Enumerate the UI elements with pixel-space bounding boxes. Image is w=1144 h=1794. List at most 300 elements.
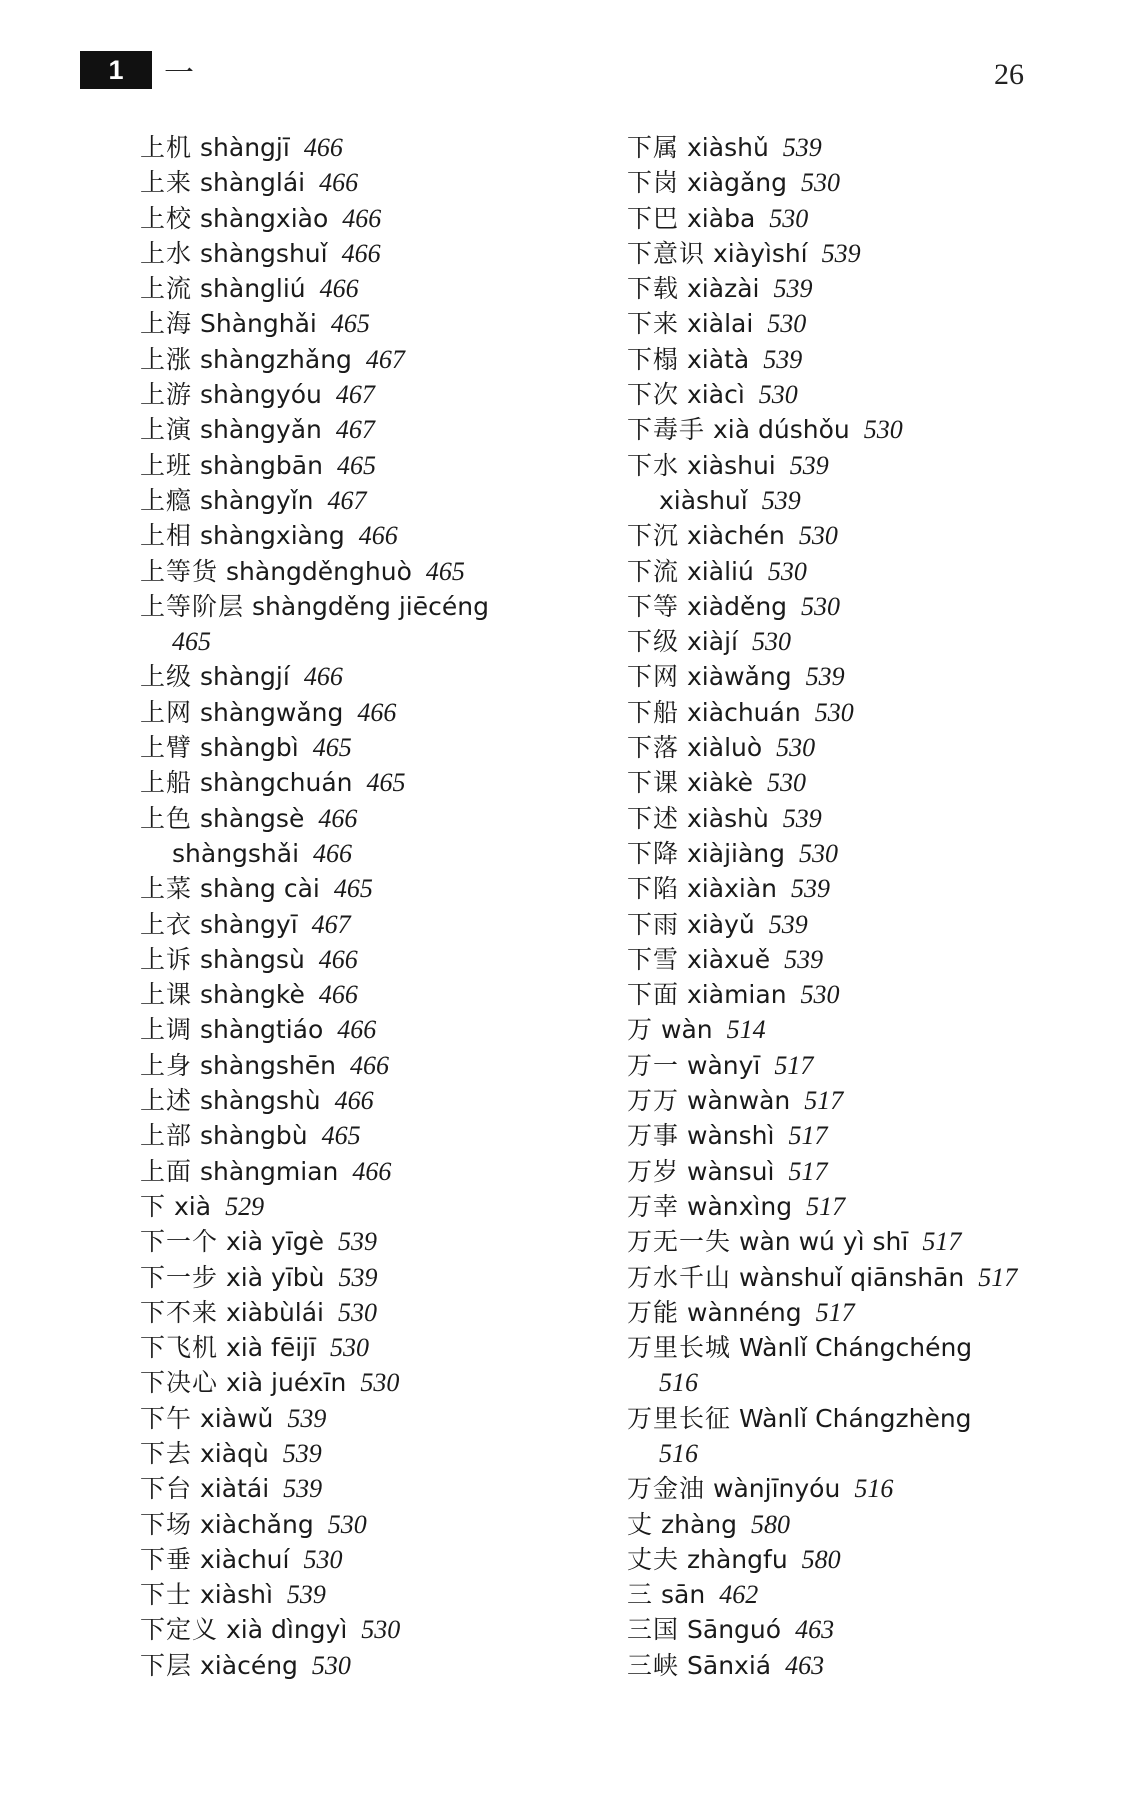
dictionary-entry <box>627 1507 1107 1542</box>
entry-pinyin: xiàshǔ <box>687 133 769 162</box>
entry-page-ref: 466 <box>350 1050 390 1080</box>
dictionary-entry <box>627 589 1107 624</box>
entry-hanzi: 上网 <box>140 697 193 727</box>
entry-page-ref: 539 <box>782 803 822 833</box>
entry-pinyin: wànyī <box>687 1050 761 1080</box>
entry-page-ref: 466 <box>337 1015 377 1045</box>
dictionary-entry <box>627 306 1107 341</box>
entry-page-ref: 463 <box>795 1615 835 1645</box>
dictionary-entry <box>140 659 620 694</box>
entry-page-ref: 463 <box>785 1650 825 1680</box>
entry-hanzi: 上身 <box>140 1050 193 1080</box>
entry-pinyin: shàngshuǐ <box>200 238 328 268</box>
entry-pinyin: xiàzài <box>687 274 760 304</box>
entry-pinyin: xià juéxīn <box>226 1368 347 1398</box>
entry-pinyin: zhàngfu <box>687 1544 788 1574</box>
entry-page-ref: 530 <box>361 1615 401 1645</box>
entry-page-ref: 530 <box>327 1509 367 1539</box>
dictionary-entry <box>140 1577 620 1612</box>
entry-hanzi: 下巴 <box>627 203 680 233</box>
entry-page-ref: 517 <box>806 1191 846 1221</box>
entry-pinyin: xiàbùlái <box>226 1297 325 1327</box>
dictionary-entry <box>140 342 620 377</box>
entry-pinyin: xiàděng <box>687 591 788 621</box>
dictionary-entry <box>140 1471 620 1506</box>
dictionary-entry <box>627 1260 1107 1295</box>
entry-pinyin: xiàchǎng <box>200 1509 314 1539</box>
entry-hanzi: 上级 <box>140 662 193 692</box>
dictionary-entry <box>627 483 1107 518</box>
entry-pinyin: shàngmian <box>200 1156 339 1186</box>
entry-hanzi: 上面 <box>140 1156 193 1186</box>
entry-page-ref: 467 <box>335 415 375 445</box>
dictionary-entry <box>140 871 620 906</box>
entry-page-ref: 530 <box>758 380 798 410</box>
entry-pinyin: Wànlǐ Chángchéng <box>739 1333 973 1363</box>
entry-page-ref: 539 <box>821 238 861 268</box>
entry-hanzi: 上校 <box>140 203 193 233</box>
entry-pinyin: xiàcéng <box>200 1650 298 1680</box>
entry-page-ref: 466 <box>318 980 358 1010</box>
entry-pinyin: xiàshui <box>687 450 776 480</box>
entry-page-ref: 467 <box>365 344 405 374</box>
entry-pinyin: shàngzhǎng <box>200 344 352 374</box>
entry-page-ref: 466 <box>318 803 358 833</box>
entry-pinyin: xiàyìshí <box>713 238 808 268</box>
dictionary-entry <box>140 1295 620 1330</box>
dictionary-entry <box>140 412 620 447</box>
entry-hanzi: 下陷 <box>627 874 680 904</box>
entry-pinyin: xiàwǎng <box>687 662 792 692</box>
entry-page-ref: 539 <box>283 1474 323 1504</box>
entry-page-ref: 530 <box>767 556 807 586</box>
entry-hanzi: 下士 <box>140 1580 193 1610</box>
entry-page-ref: 517 <box>788 1156 828 1186</box>
dictionary-entry <box>627 1648 1107 1683</box>
entry-page-ref: 465 <box>425 556 465 586</box>
entry-page-ref: 517 <box>978 1262 1018 1292</box>
dictionary-entry <box>140 977 620 1012</box>
entry-page-ref: 465 <box>330 309 370 339</box>
entry-page-ref: 466 <box>319 274 359 304</box>
entry-page-ref: 539 <box>286 1580 326 1610</box>
dictionary-entry <box>627 1118 1107 1153</box>
entry-pinyin: wànwàn <box>687 1086 791 1116</box>
dictionary-entry <box>627 1577 1107 1612</box>
entry-page-ref: 462 <box>719 1580 759 1610</box>
entry-hanzi: 丈 <box>627 1509 654 1539</box>
entry-pinyin: xiàmian <box>687 980 787 1010</box>
dictionary-entry <box>627 1365 1107 1400</box>
entry-hanzi: 万金油 <box>627 1474 706 1504</box>
entry-hanzi: 上部 <box>140 1121 193 1151</box>
entry-hanzi: 三 <box>627 1580 654 1610</box>
entry-pinyin: xiàchuán <box>687 697 801 727</box>
dictionary-entry <box>627 1436 1107 1471</box>
entry-pinyin: shàngshǎi <box>172 838 300 868</box>
dictionary-entry <box>627 342 1107 377</box>
entry-pinyin: sān <box>661 1580 706 1610</box>
entry-page-ref: 466 <box>357 697 397 727</box>
radical-heading: 一 <box>164 56 194 91</box>
entry-hanzi: 万里长征 <box>627 1403 732 1433</box>
dictionary-entry <box>140 377 620 412</box>
entry-page-ref: 539 <box>282 1438 322 1468</box>
entry-page-ref: 530 <box>767 768 807 798</box>
entry-page-ref: 466 <box>319 168 359 198</box>
entry-page-ref: 530 <box>303 1544 343 1574</box>
entry-hanzi: 上来 <box>140 168 193 198</box>
entry-page-ref: 466 <box>352 1156 392 1186</box>
entry-page-ref: 580 <box>751 1509 791 1539</box>
entry-hanzi: 下台 <box>140 1474 193 1504</box>
entry-hanzi: 下水 <box>627 450 680 480</box>
entry-pinyin: shàngxiàng <box>200 521 345 551</box>
entry-pinyin: xiàshì <box>200 1580 273 1610</box>
entry-pinyin: wànxìng <box>687 1191 793 1221</box>
dictionary-entry <box>140 1507 620 1542</box>
entry-page-ref: 466 <box>303 133 343 162</box>
entry-pinyin: shàngbān <box>200 450 323 480</box>
entry-pinyin: shàngliú <box>200 274 306 304</box>
entry-pinyin: shàngxiào <box>200 203 329 233</box>
entry-pinyin: Wànlǐ Chángzhèng <box>739 1403 972 1433</box>
dictionary-entry <box>627 554 1107 589</box>
entry-pinyin: shàngshù <box>200 1086 321 1116</box>
entry-pinyin: xiàjí <box>687 627 738 657</box>
entry-hanzi: 下降 <box>627 838 680 868</box>
entry-page-ref: 539 <box>789 450 829 480</box>
dictionary-entry <box>140 942 620 977</box>
entry-pinyin: shàngbù <box>200 1121 308 1151</box>
entry-hanzi: 上调 <box>140 1015 193 1045</box>
dictionary-entry <box>627 1471 1107 1506</box>
entry-page-ref: 539 <box>782 133 822 162</box>
dictionary-entry <box>627 271 1107 306</box>
entry-page-ref: 514 <box>726 1015 766 1045</box>
entry-hanzi: 上涨 <box>140 344 193 374</box>
entry-pinyin: xià <box>174 1191 212 1221</box>
entry-hanzi: 上班 <box>140 450 193 480</box>
entry-hanzi: 下飞机 <box>140 1333 219 1363</box>
entry-page-ref: 467 <box>327 485 367 515</box>
entry-page-ref: 517 <box>815 1297 855 1327</box>
entry-hanzi: 上游 <box>140 380 193 410</box>
dictionary-entry <box>140 1542 620 1577</box>
entry-hanzi: 上船 <box>140 768 193 798</box>
dictionary-entry <box>140 1401 620 1436</box>
entry-pinyin: xiàxiàn <box>687 874 777 904</box>
entry-hanzi: 上演 <box>140 415 193 445</box>
entry-hanzi: 上诉 <box>140 944 193 974</box>
entry-pinyin: wàn wú yì shī <box>739 1227 909 1257</box>
entry-pinyin: shàngkè <box>200 980 305 1010</box>
entry-page-ref: 539 <box>338 1227 378 1257</box>
entry-page-ref: 530 <box>800 980 840 1010</box>
entry-hanzi: 丈夫 <box>627 1544 680 1574</box>
entry-hanzi: 万万 <box>627 1086 680 1116</box>
entry-hanzi: 下榻 <box>627 344 680 374</box>
entry-pinyin: xiàliú <box>687 556 754 586</box>
entry-pinyin: xià yīgè <box>226 1227 325 1257</box>
dictionary-entry <box>627 201 1107 236</box>
dictionary-entry <box>140 836 620 871</box>
dictionary-entry <box>140 271 620 306</box>
entry-page-ref: 530 <box>798 521 838 551</box>
dictionary-entry <box>140 1083 620 1118</box>
dictionary-entry <box>627 624 1107 659</box>
entry-hanzi: 下载 <box>627 274 680 304</box>
entry-hanzi: 上等货 <box>140 556 219 586</box>
dictionary-entry <box>140 1189 620 1224</box>
entry-page-ref: 517 <box>788 1121 828 1151</box>
entry-pinyin: wànshì <box>687 1121 775 1151</box>
entry-hanzi: 三峡 <box>627 1650 680 1680</box>
entry-hanzi: 三国 <box>627 1615 680 1645</box>
entry-page-ref: 539 <box>761 485 801 515</box>
entry-hanzi: 下网 <box>627 662 680 692</box>
entry-pinyin: xiàtà <box>687 344 750 374</box>
entry-hanzi: 下述 <box>627 803 680 833</box>
entry-pinyin: xiàba <box>687 203 756 233</box>
entry-hanzi: 下不来 <box>140 1297 219 1327</box>
entry-hanzi: 上机 <box>140 133 193 162</box>
dictionary-entry <box>627 730 1107 765</box>
entry-hanzi: 万一 <box>627 1050 680 1080</box>
entry-pinyin: xiàyǔ <box>687 909 755 939</box>
entry-pinyin: shàngtiáo <box>200 1015 324 1045</box>
entry-page-ref: 466 <box>318 944 358 974</box>
entry-page-ref: 530 <box>767 309 807 339</box>
entry-hanzi: 下等 <box>627 591 680 621</box>
entry-page-ref: 530 <box>769 203 809 233</box>
entry-page-ref: 466 <box>342 203 382 233</box>
dictionary-entry <box>627 765 1107 800</box>
left-column <box>140 130 620 1683</box>
entry-pinyin: shàng cài <box>200 874 320 904</box>
entry-hanzi: 下定义 <box>140 1615 219 1645</box>
entry-pinyin: shànglái <box>200 168 306 198</box>
dictionary-entry <box>140 1612 620 1647</box>
dictionary-entry <box>627 1295 1107 1330</box>
entry-page-ref: 517 <box>804 1086 844 1116</box>
dictionary-entry <box>627 1224 1107 1259</box>
entry-hanzi: 下沉 <box>627 521 680 551</box>
entry-hanzi: 上臂 <box>140 733 193 763</box>
dictionary-entry <box>140 201 620 236</box>
entry-pinyin: wànshuǐ qiānshān <box>739 1262 965 1292</box>
entry-page-ref: 539 <box>805 662 845 692</box>
dictionary-entry <box>627 1401 1107 1436</box>
entry-pinyin: shàngyǎn <box>200 415 322 445</box>
dictionary-entry <box>627 1012 1107 1047</box>
entry-page-ref: 530 <box>801 591 841 621</box>
entry-pinyin: shàngwǎng <box>200 697 344 727</box>
entry-hanzi: 下课 <box>627 768 680 798</box>
dictionary-entry <box>140 1365 620 1400</box>
dictionary-entry <box>140 1260 620 1295</box>
dictionary-entry <box>140 624 620 659</box>
dictionary-entry <box>627 1154 1107 1189</box>
entry-hanzi: 下船 <box>627 697 680 727</box>
entry-page-ref: 466 <box>334 1086 374 1116</box>
entry-hanzi: 下毒手 <box>627 415 706 445</box>
entry-hanzi: 上色 <box>140 803 193 833</box>
dictionary-entry <box>627 377 1107 412</box>
entry-page-ref: 530 <box>751 627 791 657</box>
dictionary-entry <box>627 1189 1107 1224</box>
entry-page-ref: 467 <box>335 380 375 410</box>
entry-pinyin: xiàxuě <box>687 944 771 974</box>
entry-pinyin: shàngděng jiēcéng <box>252 591 489 621</box>
entry-page-ref: 530 <box>799 838 839 868</box>
entry-hanzi: 下属 <box>627 133 680 162</box>
entry-page-ref: 465 <box>333 874 373 904</box>
entry-page-ref: 465 <box>366 768 406 798</box>
dictionary-entry <box>627 1542 1107 1577</box>
entry-hanzi: 万里长城 <box>627 1333 732 1363</box>
dictionary-entry <box>627 448 1107 483</box>
entry-page-ref: 539 <box>768 909 808 939</box>
dictionary-entry <box>627 1048 1107 1083</box>
dictionary-entry <box>627 1612 1107 1647</box>
dictionary-entry <box>140 1012 620 1047</box>
entry-page-ref: 530 <box>800 168 840 198</box>
entry-pinyin: shàngsè <box>200 803 305 833</box>
entry-pinyin: wànnéng <box>687 1297 802 1327</box>
dictionary-entry <box>140 1154 620 1189</box>
dictionary-entry <box>140 801 620 836</box>
entry-hanzi: 下层 <box>140 1650 193 1680</box>
entry-pinyin: xià dìngyì <box>226 1615 348 1645</box>
entry-hanzi: 万事 <box>627 1121 680 1151</box>
entry-hanzi: 上等阶层 <box>140 591 245 621</box>
entry-hanzi: 下雨 <box>627 909 680 939</box>
dictionary-entry <box>140 1224 620 1259</box>
entry-hanzi: 上衣 <box>140 909 193 939</box>
entry-pinyin: shàngyóu <box>200 380 322 410</box>
dictionary-entry <box>140 448 620 483</box>
entry-hanzi: 下一步 <box>140 1262 219 1292</box>
entry-hanzi: 下垂 <box>140 1544 193 1574</box>
entry-hanzi: 上课 <box>140 980 193 1010</box>
entry-pinyin: xiàchén <box>687 521 785 551</box>
entry-hanzi: 下决心 <box>140 1368 219 1398</box>
entry-hanzi: 万 <box>627 1015 654 1045</box>
dictionary-entry <box>140 306 620 341</box>
entry-hanzi: 万岁 <box>627 1156 680 1186</box>
entry-page-ref: 530 <box>814 697 854 727</box>
entry-pinyin: xiàwǔ <box>200 1403 274 1433</box>
dictionary-entry <box>627 907 1107 942</box>
entry-hanzi: 下次 <box>627 380 680 410</box>
entry-hanzi: 下午 <box>140 1403 193 1433</box>
entry-pinyin: xiàkè <box>687 768 754 798</box>
entry-pinyin: shàngbì <box>200 733 299 763</box>
dictionary-entry <box>140 1330 620 1365</box>
dictionary-entry <box>140 1118 620 1153</box>
entry-hanzi: 下级 <box>627 627 680 657</box>
entry-hanzi: 上海 <box>140 309 193 339</box>
dictionary-entry <box>627 695 1107 730</box>
dictionary-entry <box>627 165 1107 200</box>
entry-page-ref: 539 <box>338 1262 378 1292</box>
dictionary-entry <box>627 1083 1107 1118</box>
entry-page-ref: 530 <box>360 1368 400 1398</box>
entry-pinyin: shàngsù <box>200 944 305 974</box>
entry-hanzi: 万无一失 <box>627 1227 732 1257</box>
entry-page-ref: 517 <box>774 1050 814 1080</box>
entry-hanzi: 下雪 <box>627 944 680 974</box>
entry-page-ref: 529 <box>225 1191 265 1221</box>
dictionary-entry <box>627 1330 1107 1365</box>
entry-pinyin: Sānxiá <box>687 1650 772 1680</box>
entry-hanzi: 下意识 <box>627 238 706 268</box>
entry-page-ref: 467 <box>311 909 351 939</box>
dictionary-entry <box>140 695 620 730</box>
entry-pinyin: shàngděnghuò <box>226 556 412 586</box>
entry-hanzi: 万能 <box>627 1297 680 1327</box>
entry-page-ref: 530 <box>338 1297 378 1327</box>
entry-pinyin: shàngshēn <box>200 1050 337 1080</box>
entry-hanzi: 下面 <box>627 980 680 1010</box>
entry-page-ref: 539 <box>763 344 803 374</box>
entry-page-ref: 465 <box>321 1121 361 1151</box>
entry-page-ref: 530 <box>330 1333 370 1363</box>
entry-hanzi: 上述 <box>140 1086 193 1116</box>
dictionary-entry <box>140 518 620 553</box>
dictionary-entry <box>627 659 1107 694</box>
dictionary-entry <box>627 977 1107 1012</box>
entry-hanzi: 下场 <box>140 1509 193 1539</box>
entry-page-ref: 465 <box>172 627 211 657</box>
dictionary-entry <box>140 165 620 200</box>
entry-pinyin: xiàtái <box>200 1474 270 1504</box>
entry-pinyin: xiàluò <box>687 733 763 763</box>
entry-pinyin: wànsuì <box>687 1156 775 1186</box>
right-column <box>627 130 1107 1683</box>
dictionary-entry <box>627 942 1107 977</box>
dictionary-entry <box>627 801 1107 836</box>
section-tab: 1 <box>80 51 152 89</box>
entry-pinyin: xià fēijī <box>226 1333 317 1363</box>
entry-pinyin: xiàshù <box>687 803 769 833</box>
entry-page-ref: 580 <box>801 1544 841 1574</box>
entry-hanzi: 上相 <box>140 521 193 551</box>
entry-pinyin: zhàng <box>661 1509 738 1539</box>
entry-page-ref: 466 <box>313 838 353 868</box>
entry-hanzi: 下去 <box>140 1438 193 1468</box>
entry-pinyin: Shànghǎi <box>200 309 317 339</box>
entry-page-ref: 466 <box>358 521 398 551</box>
entry-pinyin: shàngchuán <box>200 768 353 798</box>
entry-hanzi: 上瘾 <box>140 485 193 515</box>
dictionary-entry <box>140 730 620 765</box>
dictionary-entry <box>140 589 620 624</box>
dictionary-entry <box>627 871 1107 906</box>
dictionary-entry <box>140 1648 620 1683</box>
entry-pinyin: shàngjī <box>200 133 290 162</box>
entry-pinyin: wàn <box>661 1015 713 1045</box>
entry-pinyin: xiàqù <box>200 1438 269 1468</box>
dictionary-entry <box>140 554 620 589</box>
entry-hanzi: 下落 <box>627 733 680 763</box>
entry-pinyin: xiàchuí <box>200 1544 290 1574</box>
dictionary-entry <box>140 765 620 800</box>
entry-hanzi: 下流 <box>627 556 680 586</box>
dictionary-entry <box>627 836 1107 871</box>
entry-hanzi: 下岗 <box>627 168 680 198</box>
